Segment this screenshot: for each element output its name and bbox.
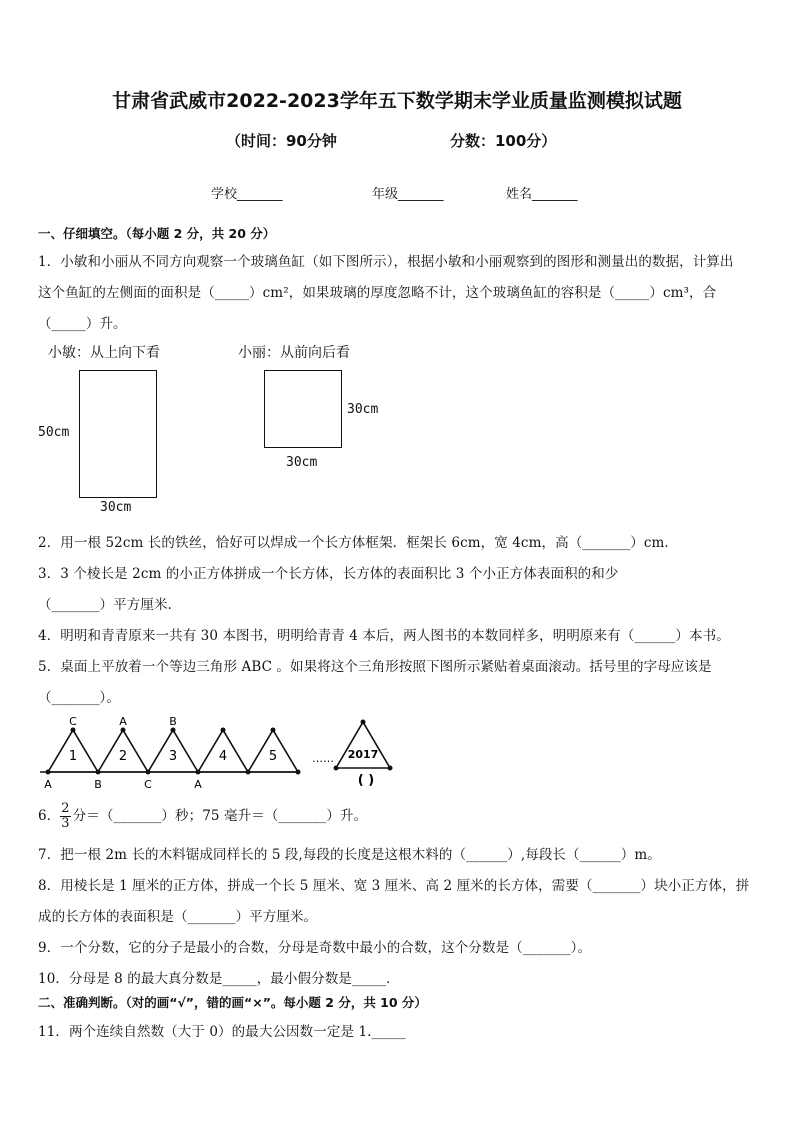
vertex-label: A [194, 778, 202, 791]
figure-left-caption: 小敏：从上向下看 [48, 345, 160, 361]
q3-line2: （_______）平方厘米. [38, 597, 172, 613]
front-view-width-label: 30cm [286, 455, 318, 470]
exam-score: 分数：100分） [450, 132, 557, 150]
q11-text: 11．两个连续自然数（大于 0）的最大公因数一定是 1._____ [38, 1024, 406, 1040]
school-field[interactable]: 学校_______ [211, 187, 283, 202]
fraction: $\frac{2}{3}$ [61, 801, 70, 831]
vertex-label: A [44, 778, 52, 791]
front-view-square [264, 370, 342, 448]
q7-text: 7．把一根 2m 长的木料锯成同样长的 5 段,每段的长度是这根木料的（______）,每段长（______）m。 [38, 847, 661, 863]
q4-text: 4．明明和青青原来一共有 30 本图书，明明给青青 4 本后，两人图书的本数同样多，明明原来有（______）本书。 [38, 628, 730, 644]
triangle-2017-number: 2017 [347, 748, 379, 761]
top-view-height-label: 50cm [38, 425, 70, 440]
q1-line2: 这个鱼缸的左侧面的面积是（_____）cm²，如果玻璃的厚度忽略不计，这个玻璃鱼缸的容积是（_____）cm³，合 [38, 285, 717, 301]
triangle-5-number: 5 [268, 749, 278, 764]
q8-line1: 8．用棱长是 1 厘米的正方体，拼成一个长 5 厘米、宽 3 厘米、高 2 厘米的长方体，需要（_______）块小正方体，拼 [38, 878, 750, 894]
vertex-label: B [94, 778, 102, 791]
q9-text: 9．一个分数，它的分子是最小的合数，分母是奇数中最小的合数，这个分数是（_______）。 [38, 940, 592, 956]
front-view-height-label: 30cm [347, 402, 379, 417]
q5-line1: 5．桌面上平放着一个等边三角形 ABC 。如果将这个三角形按照下图所示紧贴着桌面滚动。括号里的字母应该是 [38, 659, 712, 675]
q10-text: 10．分母是 8 的最大真分数是_____，最小假分数是_____． [38, 971, 400, 987]
vertex-label: B [169, 715, 177, 728]
q1-line1: 1．小敏和小丽从不同方向观察一个玻璃鱼缸（如下图所示），根据小敏和小丽观察到的图形和测量出的数据，计算出 [38, 254, 734, 270]
page-title: 甘肃省武威市2022-2023学年五下数学期末学业质量监测模拟试题 [112, 90, 682, 112]
top-view-width-label: 30cm [100, 500, 132, 515]
q2-text: 2．用一根 52cm 长的铁丝，恰好可以焊成一个长方体框架．框架长 6cm，宽 4cm，高（_______）cm． [38, 535, 679, 551]
q8-line2: 成的长方体的表面积是（_______）平方厘米。 [38, 909, 318, 925]
exam-time: （时间：90分钟 [226, 132, 337, 150]
section-2-heading: 二、准确判断。（对的画“√”，错的画“×”。每小题 2 分，共 10 分） [38, 995, 427, 1010]
q5-line2: （_______）。 [38, 690, 120, 706]
triangle-4-number: 4 [218, 749, 228, 764]
figure-right-caption: 小丽：从前向后看 [238, 345, 350, 361]
ellipsis: …… [312, 752, 334, 765]
name-field[interactable]: 姓名_______ [506, 187, 578, 202]
triangle-1-number: 1 [68, 749, 78, 764]
triangle-2-number: 2 [118, 749, 128, 764]
q3-line1: 3．3 个棱长是 2cm 的小正方体拼成一个长方体，长方体的表面积比 3 个小正方体表面积的和少 [38, 566, 619, 582]
triangle-2017 [336, 722, 390, 768]
rolling-triangles-figure [36, 712, 426, 804]
answer-blank: ( ) [357, 773, 375, 788]
q1-line3: （_____）升。 [38, 316, 127, 332]
top-view-rectangle [79, 370, 157, 498]
vertex-label: C [144, 778, 152, 791]
grade-field[interactable]: 年级_______ [372, 187, 444, 202]
section-1-heading: 一、仔细填空。（每小题 2 分，共 20 分） [38, 226, 276, 241]
vertex-label: C [69, 715, 77, 728]
q6-text: 6． $\frac{2}{3}$ 分＝（_______）秒；75 毫升＝（_______）升。 [38, 801, 368, 831]
triangle-3-number: 3 [168, 749, 178, 764]
vertex-label: A [119, 715, 127, 728]
